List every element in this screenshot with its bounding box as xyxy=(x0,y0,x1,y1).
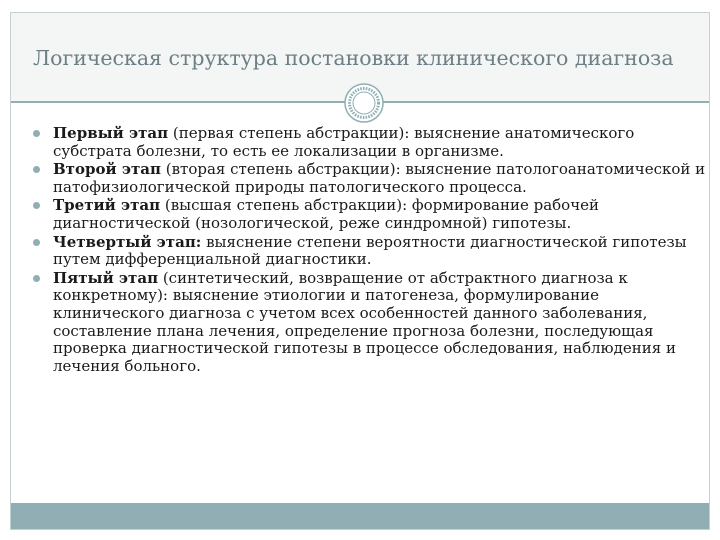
ornament-ring-icon xyxy=(344,83,384,123)
list-item xyxy=(33,161,709,196)
bullet-icon xyxy=(33,202,40,209)
bullet-icon xyxy=(33,275,40,282)
list-item xyxy=(33,197,709,232)
stage-title: Первый этап xyxy=(53,124,169,142)
stage-description: выяснение степени вероятности диагностической гипотезы путем дифференциальной диагностики. xyxy=(53,232,687,269)
stage-description: (первая степень абстракции): выяснение анатомического субстрата болезни, то есть ее локализации в организме. xyxy=(53,124,635,160)
bullet-icon xyxy=(33,239,40,246)
bullet-icon xyxy=(33,130,40,137)
stage-title: Второй этап xyxy=(53,160,161,179)
stage-title: Четвертый этап: xyxy=(53,232,202,251)
stage-title: Третий этап xyxy=(53,196,161,215)
bullet-icon xyxy=(33,166,40,173)
stage-description: (высшая степень абстракции): формирование рабочей диагностической (нозологической, реже синдромной) гипотезы. xyxy=(53,196,600,232)
list-item xyxy=(33,234,709,269)
slide-title: Логическая структура постановки клинического диагноза xyxy=(33,46,674,70)
stage-description: (синтетический, возвращение от абстрактного диагноза к конкретному): выяснение этиологии и патогенеза, формулирование клинического диагноза с учетом всех особенностей данного заболевания, составление плана лечения, определение прогноза болезни, последующая проверка диагностической гипотезы в процессе обследования, наблюдения и лечения больного. xyxy=(53,268,676,375)
bullet-list xyxy=(33,125,709,376)
slide xyxy=(10,12,710,530)
list-item xyxy=(33,270,709,376)
list-item xyxy=(33,125,709,160)
stage-description: (вторая степень абстракции): выяснение патологоанатомической и патофизиологической природы патологического процесса. xyxy=(53,160,706,196)
stage-title: Пятый этап xyxy=(53,268,159,287)
footer-bar xyxy=(11,503,709,529)
